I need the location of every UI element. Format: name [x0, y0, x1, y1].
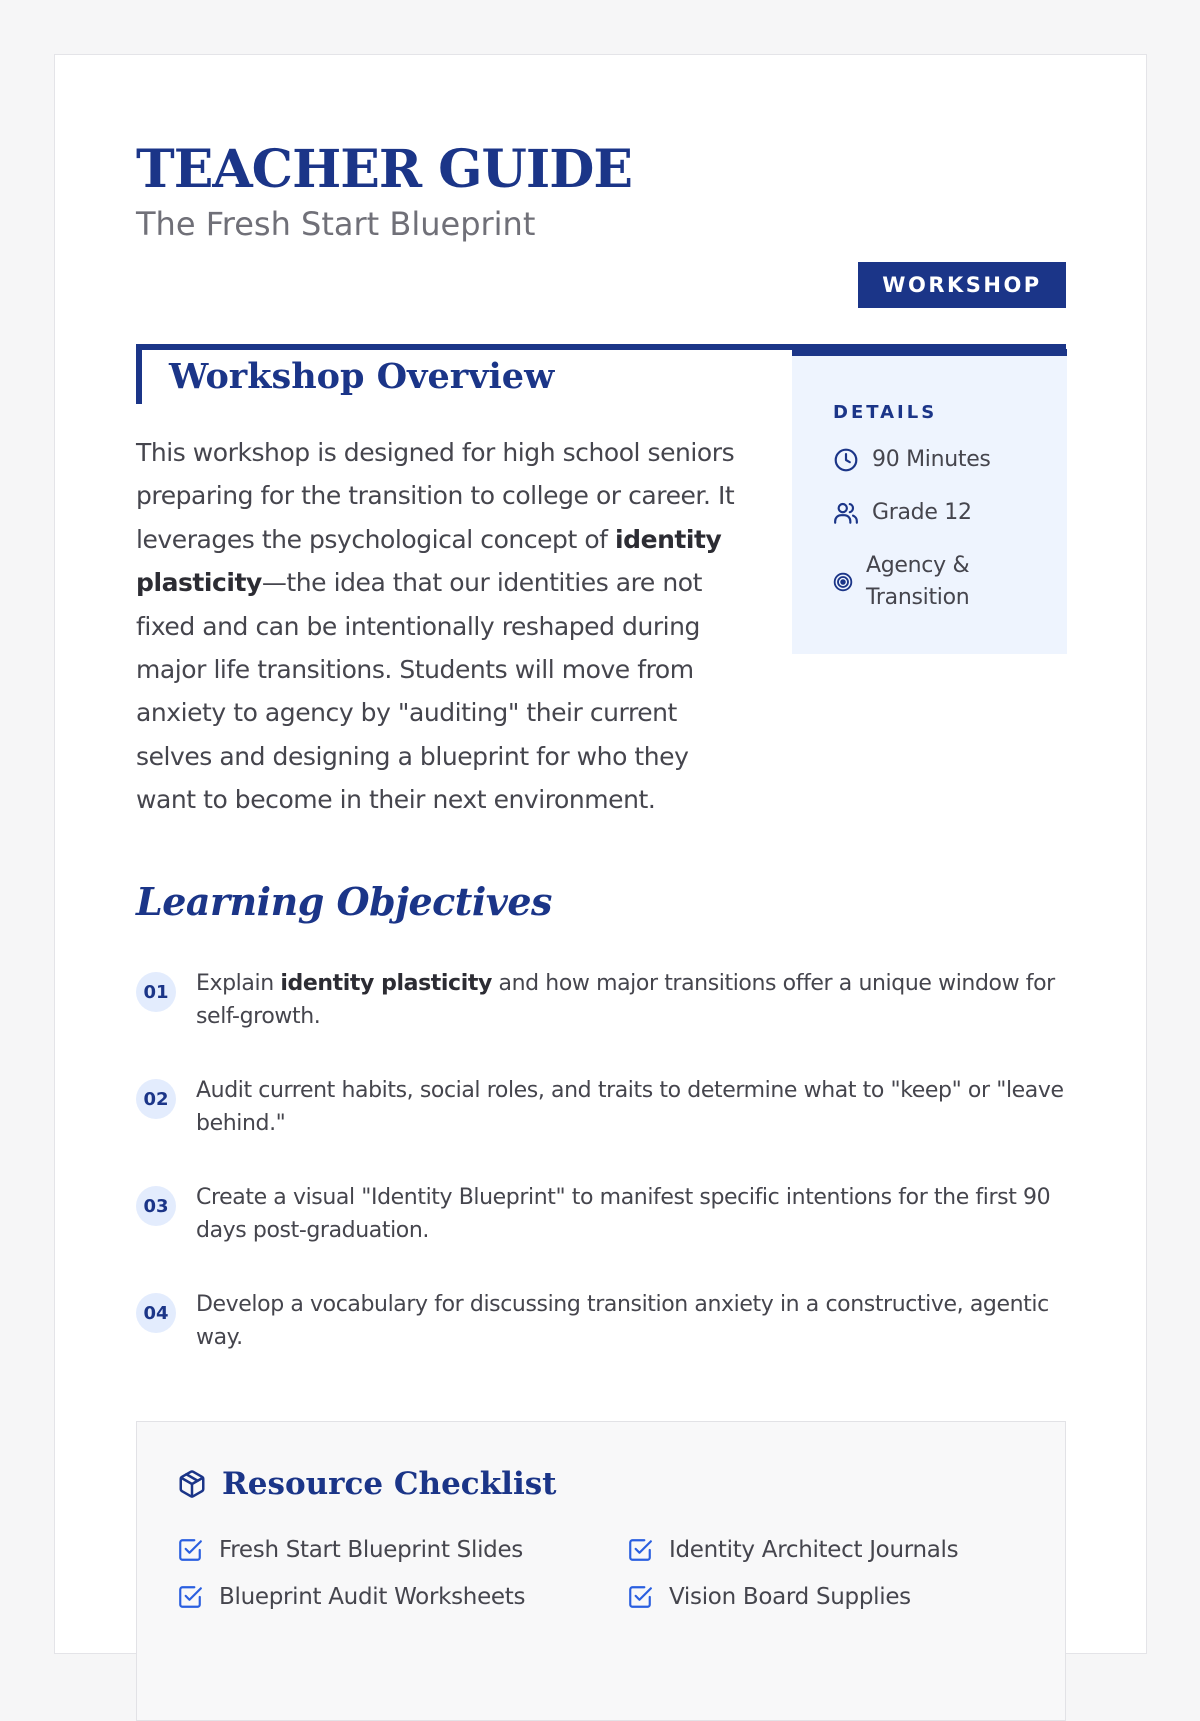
detail-duration: [833, 444, 991, 476]
checkbox-icon: [627, 1584, 653, 1610]
objectives-heading: Learning Objectives: [136, 879, 552, 924]
resource-checklist: [136, 1421, 1066, 1721]
details-panel: [792, 349, 1067, 654]
overview-key-term: identity plasticity: [136, 524, 722, 598]
objective-text-start: Explain: [196, 971, 281, 996]
objective-text-end: and how major transitions offer a unique window for self-growth.: [196, 971, 1055, 1029]
objective-text: Develop a vocabulary for discussing transition anxiety in a constructive, agentic way.: [196, 1292, 1049, 1350]
overview-heading: Workshop Overview: [136, 350, 736, 404]
resource-heading: [177, 1460, 557, 1508]
document-title: TEACHER GUIDE: [136, 139, 632, 200]
guide-header: [136, 139, 1066, 351]
resource-item-label: Identity Architect Journals: [669, 1537, 959, 1563]
overview-text-end: —the idea that our identities are not fixed and can be intentionally reshaped during major life transitions. Students will move from anxiety to agency by "auditing" their current selves and designing a blueprint for who they want to become in their next environment.: [136, 568, 702, 815]
clock-icon: [833, 447, 859, 473]
target-icon: [833, 572, 853, 592]
checkbox-icon: [177, 1584, 203, 1610]
objective-number: 03: [136, 1186, 176, 1226]
resource-item: [627, 1534, 958, 1566]
resource-title: Resource Checklist: [222, 1466, 557, 1502]
detail-duration-text: 90 Minutes: [872, 447, 991, 472]
resource-item: [177, 1534, 523, 1566]
resource-item-label: Vision Board Supplies: [669, 1584, 911, 1610]
detail-focus: [833, 550, 1006, 614]
users-icon: [833, 500, 859, 526]
document-page: [54, 54, 1147, 1654]
resource-item-label: Blueprint Audit Worksheets: [219, 1584, 526, 1610]
resource-item-label: Fresh Start Blueprint Slides: [219, 1537, 523, 1563]
resource-item: [177, 1581, 525, 1613]
resource-item: [627, 1581, 911, 1613]
objective-number: 01: [136, 972, 176, 1012]
detail-grade: [833, 497, 972, 529]
objective-number: 02: [136, 1079, 176, 1119]
detail-focus-text: Agency & Transition: [866, 553, 970, 610]
document-subtitle: The Fresh Start Blueprint: [136, 205, 536, 243]
checkbox-icon: [627, 1537, 653, 1563]
objective-key-term: identity plasticity: [280, 971, 492, 996]
overview-text-start: This workshop is designed for high school seniors preparing for the transition to college or career. It leverages the psychological concept of: [136, 438, 735, 554]
workshop-badge: WORKSHOP: [858, 262, 1066, 308]
details-label: DETAILS: [833, 402, 938, 423]
detail-grade-text: Grade 12: [872, 500, 972, 525]
objective-text: Audit current habits, social roles, and traits to determine what to "keep" or "leave behind.": [196, 1078, 1064, 1136]
objective-text: [196, 967, 1071, 1033]
checkbox-icon: [177, 1537, 203, 1563]
overview-paragraph: [136, 431, 736, 822]
objective-number: 04: [136, 1293, 176, 1333]
objective-text: Create a visual "Identity Blueprint" to manifest specific intentions for the first 90 days post-graduation.: [196, 1185, 1051, 1243]
package-icon: [177, 1469, 207, 1499]
